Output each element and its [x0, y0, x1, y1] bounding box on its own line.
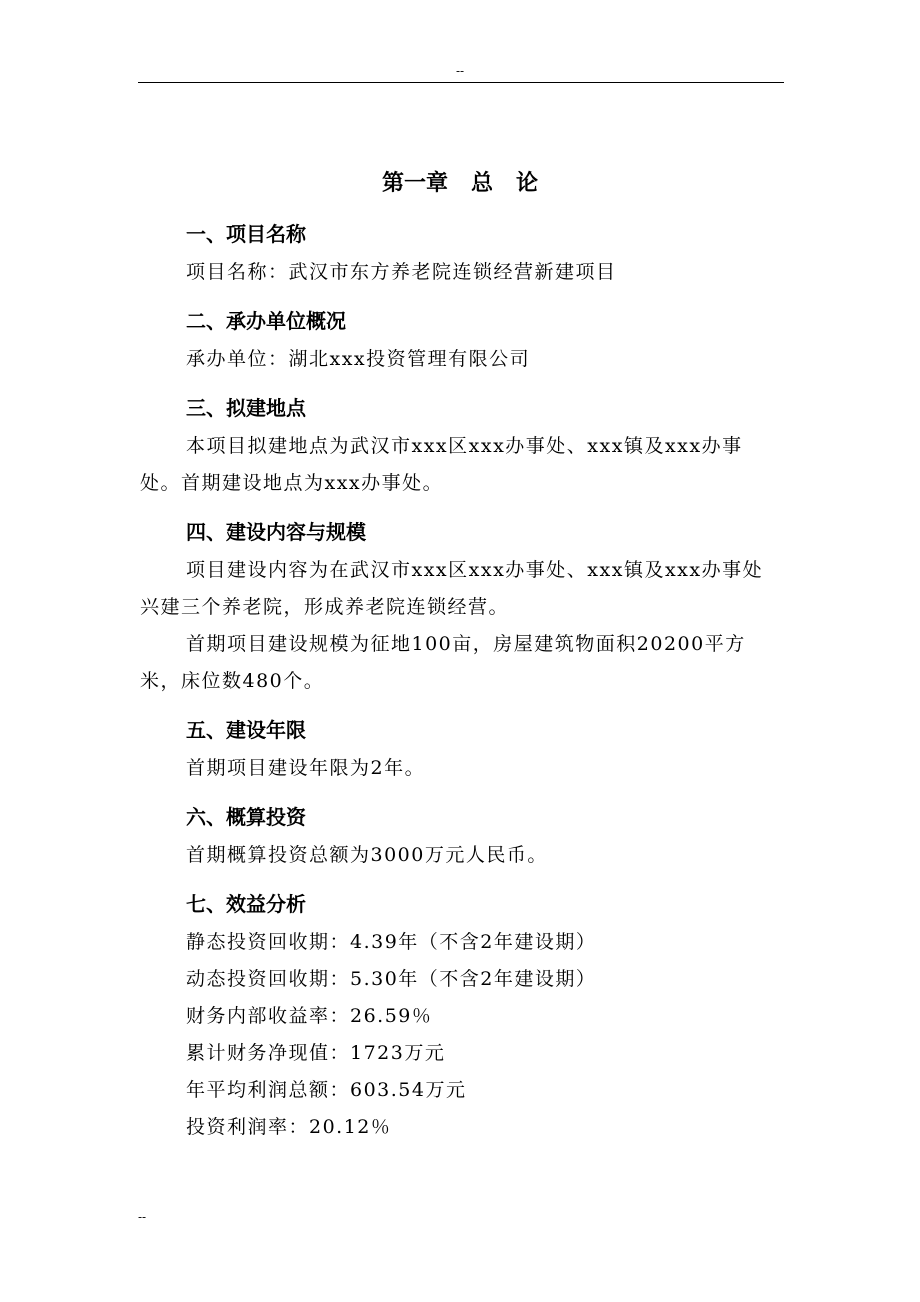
section-paragraph: 项目建设内容为在武汉市xxx区xxx办事处、xxx镇及xxx办事处兴建三个养老院，形成养老院连锁经营。: [140, 559, 764, 618]
section-paragraph: 首期项目建设规模为征地100亩，房屋建筑物面积20200平方米，床位数480个。: [140, 633, 746, 692]
benefit-item: 财务内部收益率：26.59％: [186, 1005, 433, 1027]
benefit-item: 动态投资回收期：5.30年（不含2年建设期）: [186, 968, 597, 990]
section-scope: [140, 512, 780, 700]
section-paragraph: 首期概算投资总额为3000万元人民币。: [186, 844, 548, 866]
section-heading: 四、建设内容与规模: [186, 520, 366, 544]
section-location: [140, 388, 780, 502]
benefit-item: 累计财务净现值：1723万元: [186, 1042, 446, 1064]
section-paragraph: 本项目拟建地点为武汉市xxx区xxx办事处、xxx镇及xxx办事处。首期建设地点为xxx办事处。: [140, 435, 743, 494]
section-duration: [140, 710, 780, 787]
header-rule: [138, 82, 784, 83]
section-paragraph: 承办单位：湖北xxx投资管理有限公司: [186, 348, 531, 370]
section-heading: 五、建设年限: [186, 718, 306, 742]
page-content: [140, 166, 780, 1146]
benefit-item: 年平均利润总额：603.54万元: [186, 1079, 467, 1101]
section-project-name: [140, 214, 780, 291]
section-benefits: [140, 884, 780, 1146]
section-paragraph: 首期项目建设年限为2年。: [186, 757, 426, 779]
footer-mark: --: [138, 1210, 147, 1224]
section-heading: 三、拟建地点: [186, 396, 306, 420]
section-heading: 二、承办单位概况: [186, 309, 346, 333]
chapter-title: 第一章 总 论: [382, 171, 538, 196]
section-investment: [140, 797, 780, 874]
benefit-item: 静态投资回收期：4.39年（不含2年建设期）: [186, 931, 597, 953]
section-heading: 六、概算投资: [186, 805, 306, 829]
section-organizer: [140, 301, 780, 378]
section-heading: 一、项目名称: [186, 222, 306, 246]
header-mark: --: [455, 64, 465, 78]
section-heading: 七、效益分析: [186, 892, 306, 916]
section-paragraph: 项目名称：武汉市东方养老院连锁经营新建项目: [186, 261, 617, 283]
benefit-item: 投资利润率：20.12％: [186, 1116, 392, 1138]
